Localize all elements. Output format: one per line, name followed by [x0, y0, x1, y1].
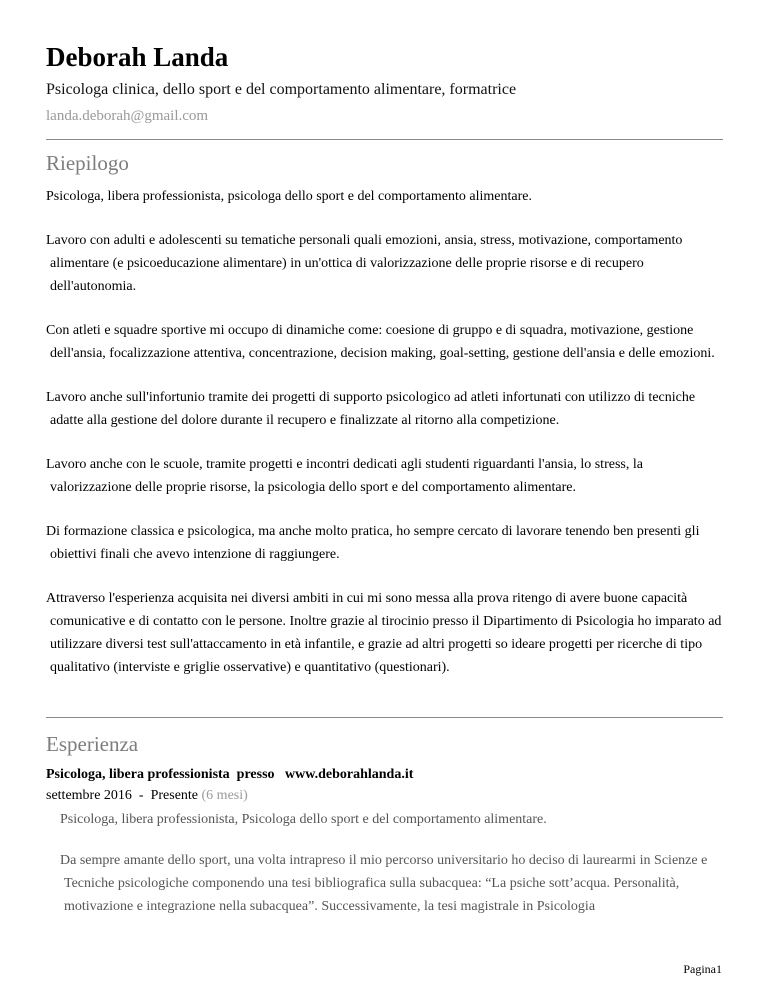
summary-paragraph: Attraverso l'esperienza acquisita nei diversi ambiti in cui mi sono messa alla prova ritengo di avere buone capacità comunicative e di contatto con le persone. Inoltre grazie al tirocinio presso il Dipartimento di Psicologia ho imparato ad utilizzare diversi test sull'attaccamento in età infantile, e grazie ad altri progetti so ideare progetti per ricerche di tipo qualitativo (interviste e griglie osservative) e quantitativo (questionari).	[46, 591, 722, 675]
summary-section-title: Riepilogo	[46, 151, 129, 175]
profile-email: landa.deborah@gmail.com	[46, 108, 209, 124]
job-title: Psicologa, libera professionista presso www.deborahlanda.it	[46, 767, 414, 782]
profile-headline: Psicologa clinica, dello sport e del comportamento alimentare, formatrice	[46, 81, 517, 98]
summary-paragraph: Con atleti e squadre sportive mi occupo di dinamiche come: coesione di gruppo e di squadra, motivazione, gestione dell'ansia, focalizzazione attentiva, concentrazione, decision making, goal-setting, gestione dell'ansia e delle emozioni.	[46, 323, 715, 361]
summary-paragraph: Psicologa, libera professionista, psicologa dello sport e del comportamento alimentare.	[46, 189, 532, 204]
summary-paragraph: Lavoro anche sull'infortunio tramite dei progetti di supporto psicologico ad atleti infortunati con utilizzo di tecniche adatte alla gestione del dolore durante il recupero e finalizzate al ritorno alla competizione.	[46, 390, 696, 428]
summary-paragraph: Di formazione classica e psicologica, ma anche molto pratica, ho sempre cercato di lavorare tenendo ben presenti gli obiettivi finali che avevo intenzione di raggiungere.	[46, 524, 700, 562]
summary-section	[46, 185, 723, 700]
summary-paragraph: Lavoro anche con le scuole, tramite progetti e incontri dedicati agli studenti riguardanti l'ansia, lo stress, la valorizzazione delle proprie risorse, la psicologia dello sport e del comportamento alimentare.	[46, 457, 643, 495]
page-number: Pagina1	[683, 962, 722, 976]
summary-paragraph: Lavoro con adulti e adolescenti su tematiche personali quali emozioni, ansia, stress, motivazione, comportamento alimentare (e psicoeducazione alimentare) in un'ottica di valorizzazione delle proprie risorse e di recupero dell'autonomia.	[46, 233, 683, 294]
profile-name: Deborah Landa	[46, 42, 229, 72]
job-dates	[46, 786, 248, 806]
job-description-paragraph: Psicologa, libera professionista, Psicologa dello sport e del comportamento alimentare.	[60, 812, 547, 827]
job-date-range: settembre 2016 - Presente	[46, 788, 199, 803]
job-description-paragraph: Da sempre amante dello sport, una volta intrapreso il mio percorso universitario ho deciso di laurearmi in Scienze e Tecniche psicologiche componendo una tesi bibliografica sulla subacquea: “La psiche sott’acqua. Personalità, motivazione e integrazione nella subacquea”. Successivamente, la tesi magistrale in Psicologia	[60, 853, 708, 914]
experience-section-title: Esperienza	[46, 732, 139, 756]
section-divider	[46, 139, 723, 140]
job-duration: (6 mesi)	[201, 788, 248, 803]
job-description	[60, 808, 724, 936]
section-divider	[46, 717, 723, 718]
